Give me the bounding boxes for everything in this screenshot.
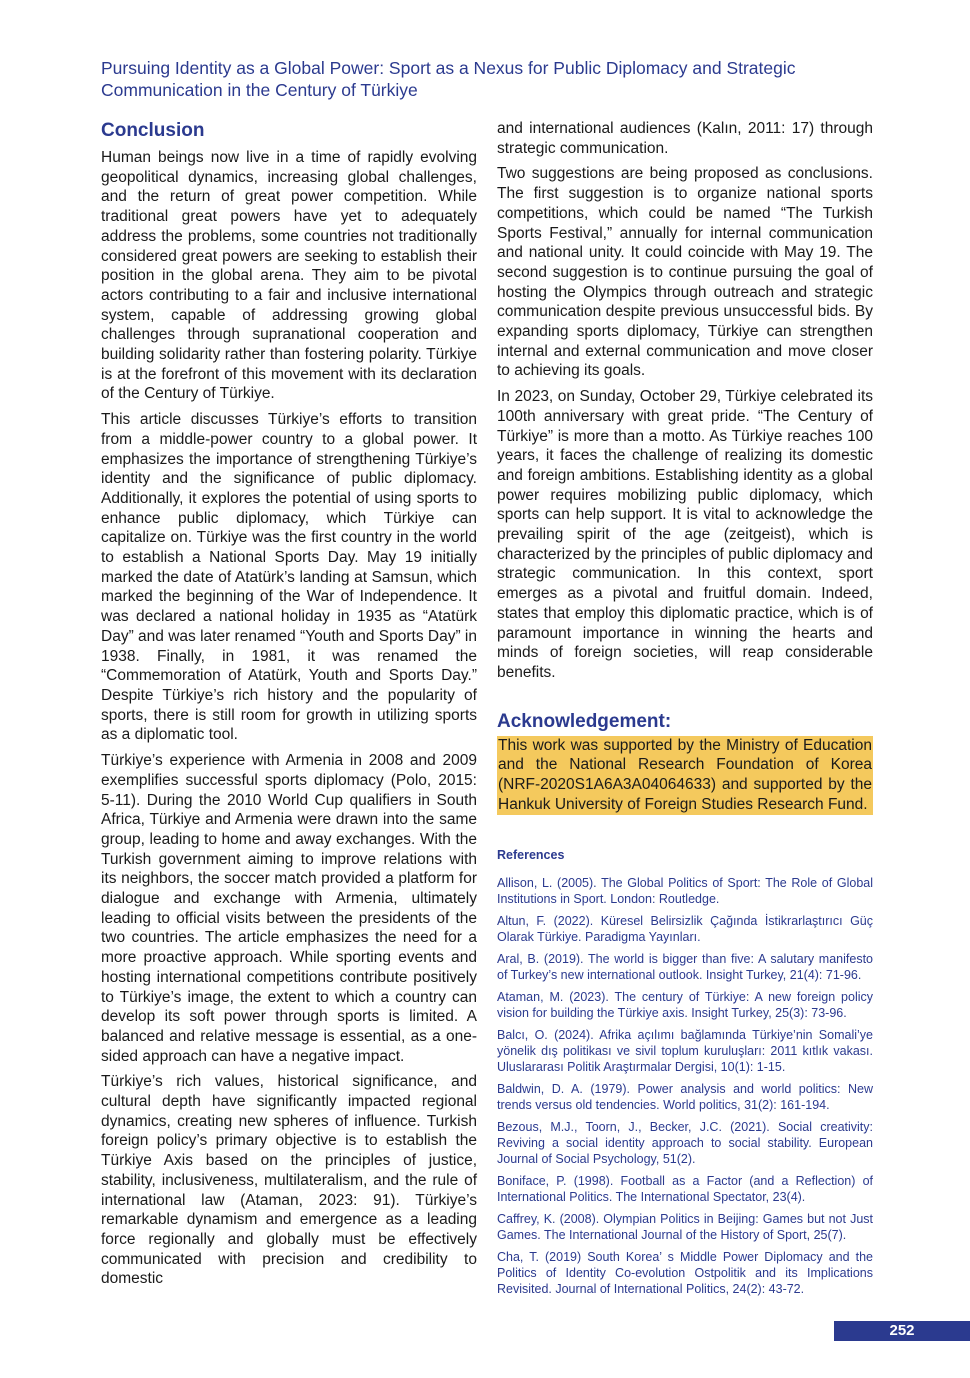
conclusion-paragraph: This article discusses Türkiye’s efforts to transition from a middle-power country to a global power. It emphasizes the importance of strengthening Türkiye’s identity and the significance of public diplomacy. Additionally, it explores the potential of using sports to enhance public diplomacy, which Türkiye can capitalize on. Türkiye was the first country in the world to establish a National Sports Day. May 19 initially marked the date of Atatürk’s landing at Samsun, which marked the beginning of the War of Independence. It was declared a national holiday in 1935 as “Atatürk Day” and was later renamed “Youth and Sports Day” in 1938. Finally, in 1981, it was renamed the “Commemoration of Atatürk, Youth and Sports Day.” Despite Türkiye’s rich history and the popularity of sports, there is still room for growth in utilizing sports as a diplomatic tool.: [101, 411, 477, 744]
reference-item: Cha, T. (2019) South Korea’ s Middle Power Diplomacy and the Politics of Identity Co-evolution Ostpolitik and its Implications Revisited. Journal of International Politics, 24(2): 43-72.: [497, 1250, 873, 1297]
right-column: [497, 119, 873, 1303]
left-column: [101, 119, 477, 1295]
reference-item: Boniface, P. (1998). Football as a Factor (and a Reflection) of International Politics. The International Spectator, 23(4).: [497, 1174, 873, 1205]
reference-item: Caffrey, K. (2008). Olympian Politics in Beijing: Games but not Just Games. The International Journal of the History of Sport, 25(7).: [497, 1212, 873, 1243]
conclusion-paragraph: Türkiye’s experience with Armenia in 2008 and 2009 exemplifies successful sports diplomacy (Polo, 2015: 5-11). During the 2010 World Cup qualifiers in South Africa, Türkiye and Armenia were drawn into the same group, leading to home and away exchanges. With the Turkish government aiming to improve relations with its neighbors, the soccer match provided a platform for dialogue and exchange with Armenia, ultimately leading to official visits between the presidents of the two countries. The article emphasizes the need for a more proactive approach. While sporting events and hosting international competitions contribute positively to Türkiye’s image, the extent to which a country can develop its soft power through sports is limited. A balanced and relative message is essential, as a one-sided approach can have a negative impact.: [101, 752, 477, 1065]
page-number: 252: [834, 1321, 970, 1341]
conclusion-paragraph: Türkiye’s rich values, historical significance, and cultural depth have significantly impacted regional dynamics, creating new spheres of influence. Turkish foreign policy’s primary objective is to establish the Türkiye Axis based on the principles of justice, stability, inclusiveness, multilateralism, and the rule of international law (Ataman, 2023: 91). Türkiye’s remarkable dynamism and emergence as a leading force regionally and globally must be effectively communicated with precision and credibility to domestic: [101, 1073, 477, 1288]
reference-item: Baldwin, D. A. (1979). Power analysis and world politics: New trends versus old tendencies. World politics, 31(2): 161-194.: [497, 1082, 873, 1113]
reference-item: Altun, F. (2022). Küresel Belirsizlik Çağında İstikrarlaştırıcı Güç Olarak Türkiye. Paradigma Yayınları.: [497, 914, 873, 945]
conclusion-paragraph: Two suggestions are being proposed as conclusions. The first suggestion is to organize national sports competitions, which could be named “The Turkish Sports Festival,” annually for internal communication and national unity. It could coincide with May 19. The second suggestion is to continue pursuing the goal of hosting the Olympics through outreach and strategic communication despite previous unsuccessful bids. By expanding sports diplomacy, Türkiye can strengthen internal and external communication and move closer to achieving its goals.: [497, 165, 873, 380]
acknowledgement-text: This work was supported by the Ministry of Education and the National Research Foundation of Korea (NRF-2020S1A6A3A04064633) and supported by the Hankuk University of Foreign Studies Research Fund.: [498, 736, 872, 813]
reference-item: Ataman, M. (2023). The century of Türkiye: A new foreign policy vision for building the Türkiye axis. Insight Turkey, 25(3): 73-96.: [497, 990, 873, 1021]
running-header: Pursuing Identity as a Global Power: Sport as a Nexus for Public Diplomacy and Strategic Communication in the Century of Türkiye: [101, 58, 796, 100]
conclusion-paragraph: and international audiences (Kalın, 2011: 17) through strategic communication.: [497, 120, 873, 157]
references-heading: References: [497, 847, 565, 862]
acknowledgement-heading: Acknowledgement:: [497, 710, 672, 732]
conclusion-paragraph: Human beings now live in a time of rapidly evolving geopolitical dynamics, increasing global challenges, and the return of great power competition. While traditional great powers have yet to adequately address the problems, some countries not traditionally considered great powers are seeking to establish their position in the global arena. They aim to be pivotal actors contributing to a fair and inclusive international system, capable of addressing growing global challenges through supranational cooperation and building solidarity rather than fostering polarity. Türkiye is at the forefront of this movement with its declaration of the Century of Türkiye.: [101, 149, 477, 403]
reference-item: Balcı, O. (2024). Afrika açılımı bağlamında Türkiye’nin Somali’ye yönelik dış politikası ve sivil toplum kuruluşları: 2011 kıtlık vakası. Uluslararası Politik Araştırmalar Dergisi, 10(1): 1-15.: [497, 1028, 873, 1075]
conclusion-paragraph: In 2023, on Sunday, October 29, Türkiye celebrated its 100th anniversary with great pride. “The Century of Türkiye” is more than a motto. As Türkiye reaches 100 years, it faces the challenge of realizing its domestic and foreign ambitions. Establishing identity as a global power requires mobilizing public diplomacy, which sports can help support. It is vital to acknowledge the prevailing spirit of the age (zeitgeist), which is characterized by the principles of public diplomacy and strategic communication. In this context, sport emerges as a pivotal and fruitful domain. Indeed, states that employ this diplomatic practice, which is of paramount importance in winning the hearts and minds of foreign societies, will reap considerable benefits.: [497, 388, 873, 681]
reference-item: Allison, L. (2005). The Global Politics of Sport: The Role of Global Institutions in Sport. London: Routledge.: [497, 876, 873, 907]
reference-item: Bezous, M.J., Toorn, J., Becker, J.C. (2021). Social creativity: Reviving a social identity approach to social stability. European Journal of Social Psychology, 51(2).: [497, 1120, 873, 1167]
reference-item: Aral, B. (2019). The world is bigger than five: A salutary manifesto of Turkey’s new international outlook. Insight Turkey, 21(4): 71-96.: [497, 952, 873, 983]
conclusion-heading: Conclusion: [101, 120, 205, 141]
